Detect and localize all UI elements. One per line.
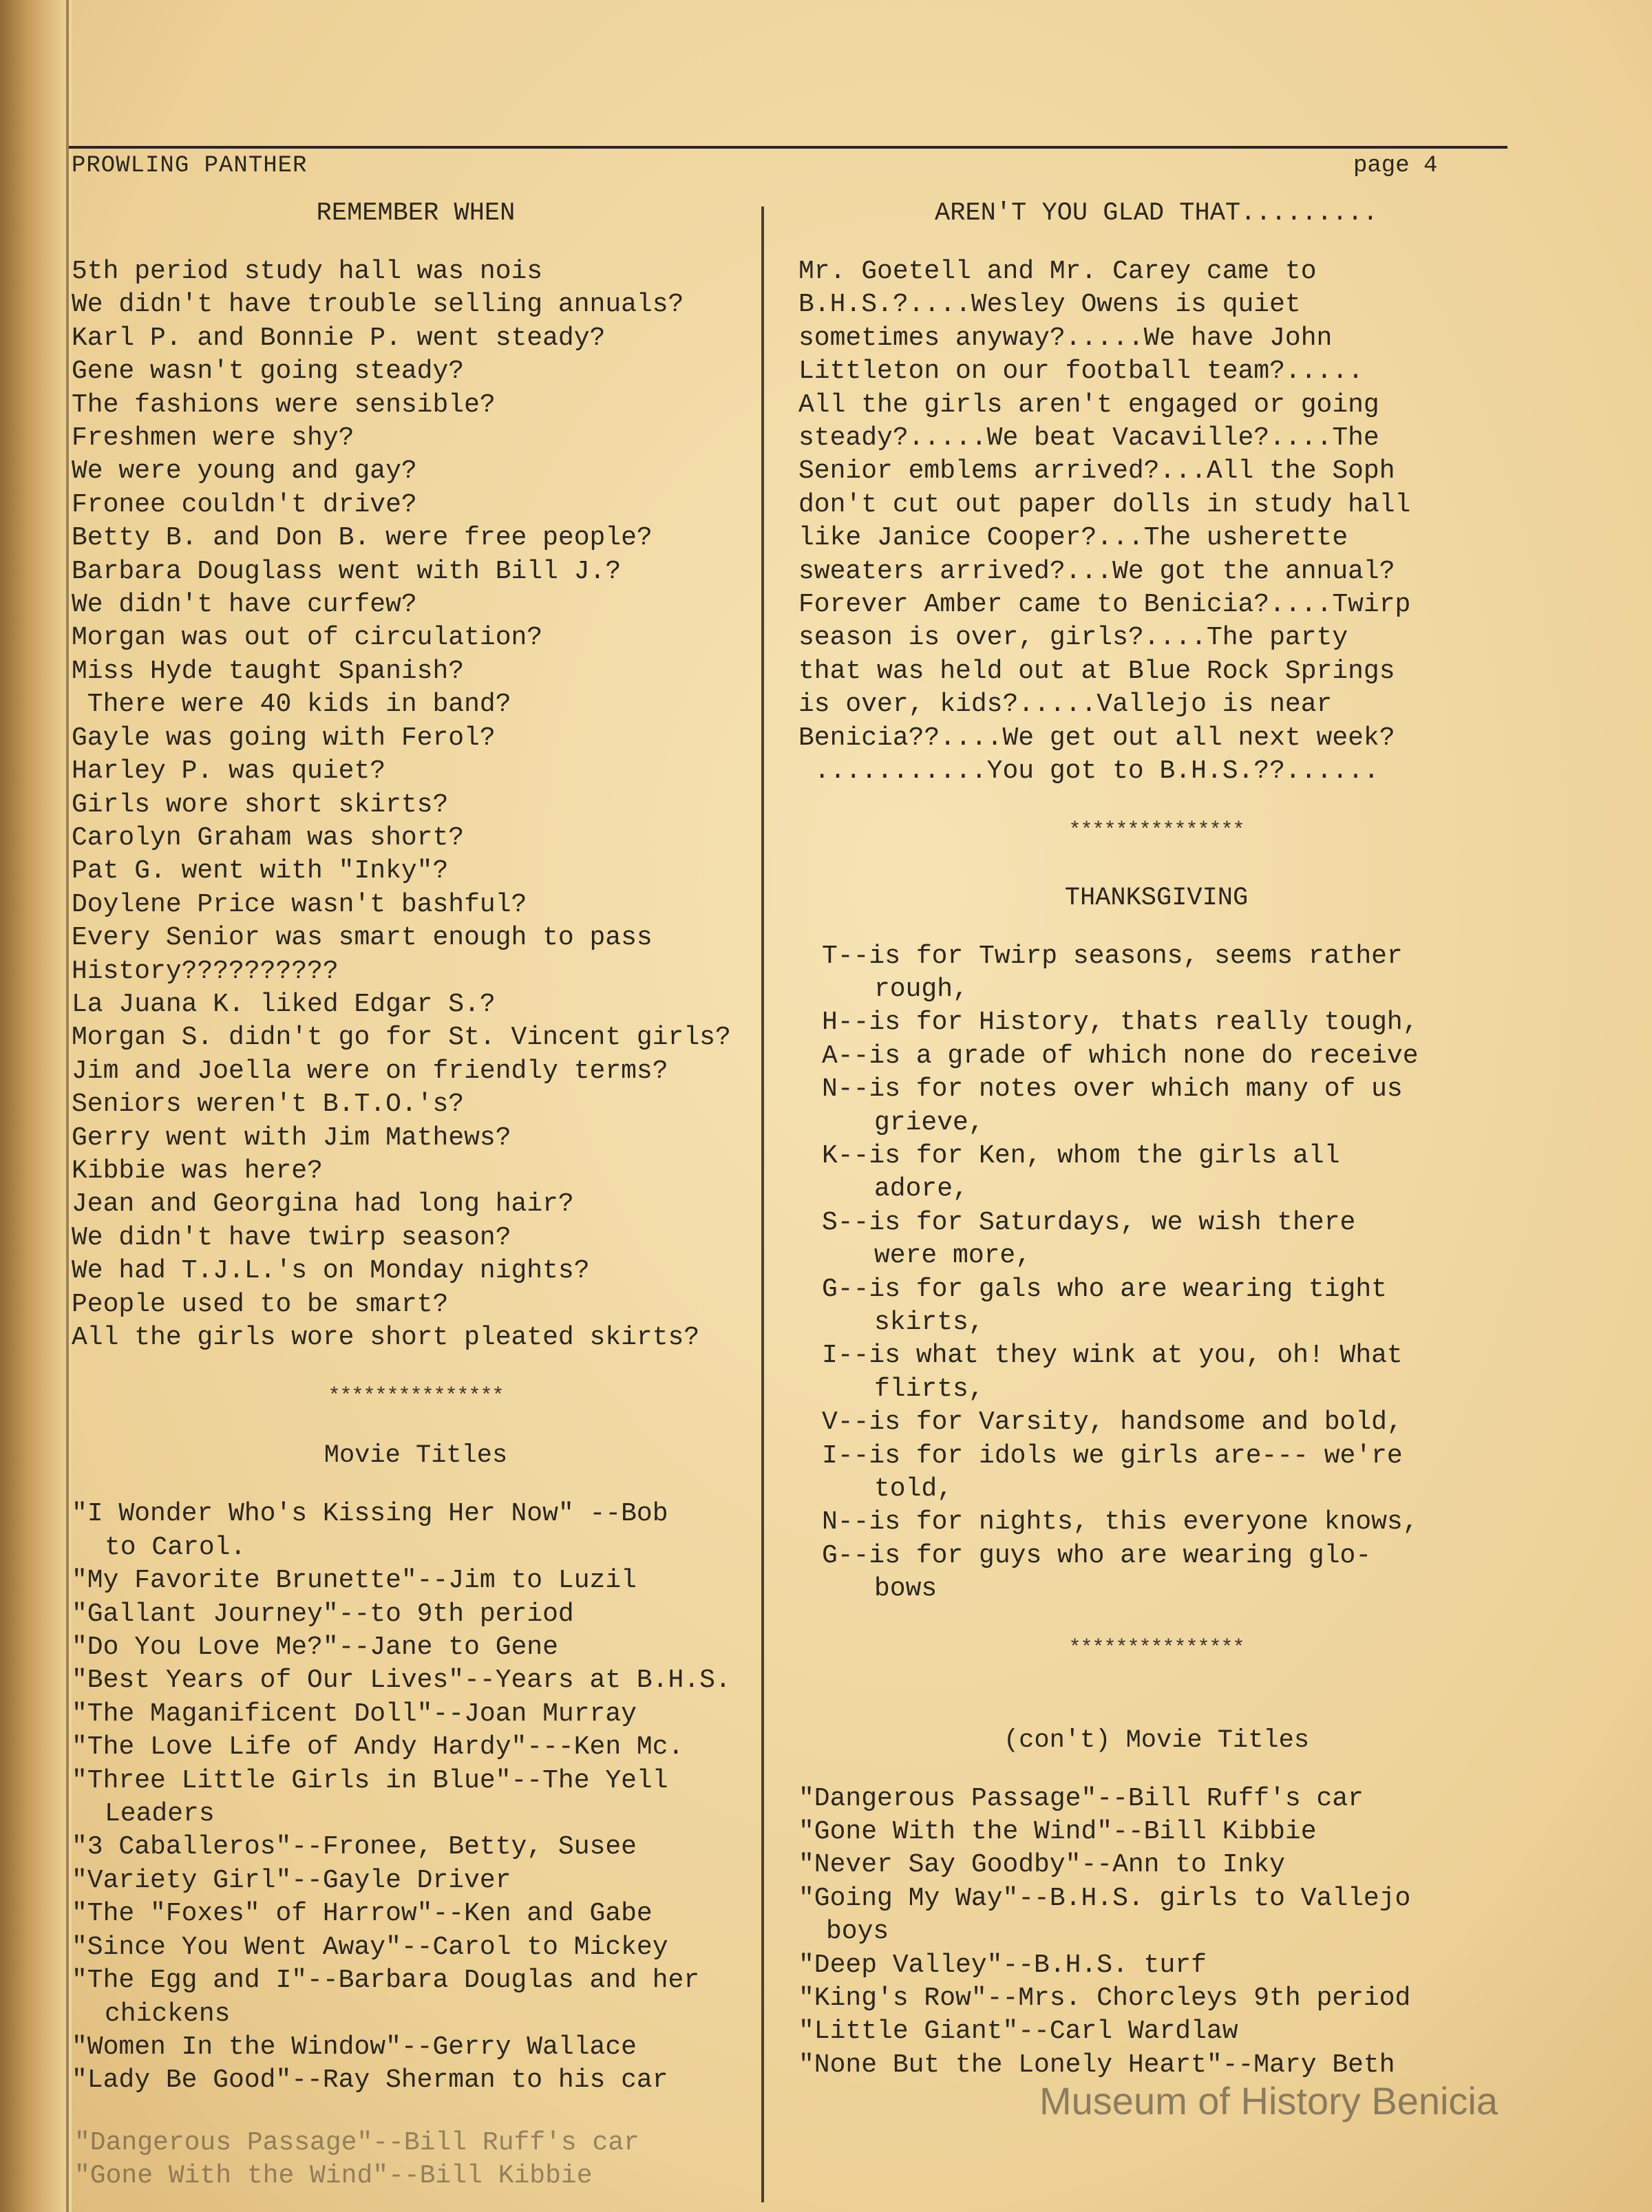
cont-movie-title-entry: "Deep Valley"--B.H.S. turf [798, 1950, 1207, 1980]
thanksgiving-continuation: adore, [874, 1174, 968, 1204]
header-rule [69, 146, 1507, 149]
glad-that-line: B.H.S.?....Wesley Owens is quiet [798, 290, 1301, 320]
movie-title-entry: "3 Caballeros"--Fronee, Betty, Susee [72, 1832, 637, 1862]
thanksgiving-line: G--is for gals who are wearing tight [822, 1274, 1387, 1304]
thanksgiving-continuation: were more, [874, 1241, 1032, 1271]
movie-title-entry: "Best Years of Our Lives"--Years at B.H.S. [72, 1666, 731, 1696]
movie-title-entry: "Gallant Journey"--to 9th period [72, 1599, 574, 1629]
remember-when-line: We didn't have curfew? [72, 590, 417, 620]
remember-when-line: Jean and Georgina had long hair? [72, 1189, 574, 1220]
cont-movie-title-entry: "None But the Lonely Heart"--Mary Beth [798, 2050, 1395, 2080]
remember-when-line: All the girls wore short pleated skirts? [72, 1323, 700, 1352]
glad-that-line: is over, kids?.....Vallejo is near [798, 690, 1333, 720]
remember-when-line: Miss Hyde taught Spanish? [72, 656, 465, 686]
thanksgiving-line: G--is for guys who are wearing glo- [822, 1540, 1372, 1571]
thanksgiving-line: N--is for notes over which many of us [822, 1074, 1403, 1105]
movie-title-entry: "Do You Love Me?"--Jane to Gene [72, 1633, 558, 1663]
movie-title-entry: "The Egg and I"--Barbara Douglas and her [72, 1966, 700, 1996]
thanksgiving-line: I--is for idols we girls are--- we're [822, 1440, 1403, 1471]
movie-title-entry: "Since You Went Away"--Carol to Mickey [72, 1932, 668, 1962]
remember-when-line: Harley P. was quiet? [72, 756, 386, 787]
remember-when-line: Every Senior was smart enough to pass [72, 923, 653, 953]
remember-when-line: Gene wasn't going steady? [72, 357, 465, 387]
glad-that-heading: AREN'T YOU GLAD THAT......... [935, 199, 1378, 228]
movie-title-entry: "Three Little Girls in Blue"--The Yell [72, 1765, 668, 1796]
glad-that-line: Senior emblems arrived?...All the Soph [798, 456, 1395, 487]
remember-when-line: 5th period study hall was nois [72, 257, 543, 286]
remember-when-line: The fashions were sensible? [72, 390, 496, 420]
cont-movie-title-continuation: boys [826, 1917, 889, 1947]
cont-movie-title-entry: "Gone With the Wind"--Bill Kibbie [798, 1817, 1317, 1847]
section-separator: *************** [1068, 818, 1245, 842]
remember-when-heading: REMEMBER WHEN [316, 199, 516, 228]
museum-watermark: Museum of History Benicia [1039, 2079, 1499, 2123]
remember-when-list [72, 255, 760, 1354]
cont-movie-titles-heading: (con't) Movie Titles [1003, 1725, 1310, 1755]
faded-bleedthrough [74, 2127, 756, 2193]
thanksgiving-acrostic [798, 940, 1514, 1606]
glad-that-text [798, 255, 1514, 789]
glad-that-line: don't cut out paper dolls in study hall [798, 489, 1411, 520]
movie-title-entry: "The Love Life of Andy Hardy"---Ken Mc. [72, 1732, 684, 1763]
remember-when-line: People used to be smart? [72, 1289, 449, 1319]
movie-title-entry: "My Favorite Brunette"--Jim to Luzil [72, 1566, 637, 1596]
thanksgiving-continuation: flirts, [874, 1374, 984, 1404]
faded-line: "Dangerous Passage"--Bill Ruff's car [74, 2128, 639, 2158]
remember-when-line: We were young and gay? [72, 456, 417, 487]
page-header [69, 146, 1507, 184]
remember-when-line: Jim and Joella were on friendly terms? [72, 1056, 668, 1086]
movie-title-continuation: chickens [105, 1999, 231, 2029]
remember-when-line: We didn't have twirp season? [72, 1222, 511, 1253]
movie-title-continuation: Leaders [105, 1799, 215, 1829]
glad-that-line: sweaters arrived?...We got the annual? [798, 556, 1395, 586]
section-separator: *************** [1068, 1636, 1245, 1660]
movie-title-entry: "The Maganificent Doll"--Joan Murray [72, 1699, 637, 1729]
thanksgiving-line: S--is for Saturdays, we wish there [822, 1207, 1356, 1237]
left-column [72, 196, 760, 2098]
glad-that-line: ...........You got to B.H.S.??...... [798, 756, 1379, 787]
glad-that-line: All the girls aren't engaged or going [798, 390, 1379, 420]
remember-when-line: There were 40 kids in band? [72, 690, 511, 720]
cont-movie-title-entry: "King's Row"--Mrs. Chorcleys 9th period [798, 1984, 1411, 2014]
binding-edge [66, 0, 69, 2212]
remember-when-line: Karl P. and Bonnie P. went steady? [72, 323, 606, 353]
movie-titles-heading: Movie Titles [324, 1441, 508, 1471]
remember-when-line: Gayle was going with Ferol? [72, 723, 496, 753]
glad-that-line: Littleton on our football team?..... [798, 357, 1364, 387]
remember-when-line: Girls wore short skirts? [72, 789, 449, 820]
movie-title-entry: "Variety Girl"--Gayle Driver [72, 1865, 511, 1895]
remember-when-line: Gerry went with Jim Mathews? [72, 1123, 511, 1153]
thanksgiving-continuation: grieve, [874, 1107, 984, 1138]
remember-when-line: La Juana K. liked Edgar S.? [72, 989, 496, 1019]
thanksgiving-continuation: bows [874, 1574, 938, 1604]
cont-movie-titles-list [798, 1783, 1514, 2083]
glad-that-line: steady?.....We beat Vacaville?....The [798, 423, 1379, 454]
remember-when-line: Carolyn Graham was short? [72, 822, 465, 853]
page-binding-shadow [0, 0, 72, 2212]
movie-title-continuation: to Carol. [105, 1532, 246, 1562]
remember-when-line: Barbara Douglass went with Bill J.? [72, 556, 622, 586]
remember-when-line: Morgan S. didn't go for St. Vincent girls? [72, 1023, 731, 1053]
thanksgiving-heading: THANKSGIVING [1064, 883, 1249, 913]
movie-title-entry: "Women In the Window"--Gerry Wallace [72, 2032, 637, 2062]
thanksgiving-line: V--is for Varsity, handsome and bold, [822, 1407, 1403, 1438]
thanksgiving-line: A--is a grade of which none do receive [822, 1041, 1419, 1071]
section-separator: *************** [328, 1385, 504, 1409]
glad-that-line: that was held out at Blue Rock Springs [798, 656, 1395, 686]
thanksgiving-line: T--is for Twirp seasons, seems rather [822, 941, 1403, 971]
thanksgiving-continuation: skirts, [874, 1307, 984, 1337]
glad-that-line: Benicia??....We get out all next week? [798, 723, 1395, 753]
page-number: page 4 [1353, 153, 1438, 179]
remember-when-line: We had T.J.L.'s on Monday nights? [72, 1256, 590, 1286]
faded-line: "Gone With the Wind"--Bill Kibbie [74, 2161, 593, 2191]
remember-when-line: Doylene Price wasn't bashful? [72, 889, 527, 919]
thanksgiving-line: I--is what they wink at you, oh! What [822, 1341, 1403, 1371]
movie-title-entry: "I Wonder Who's Kissing Her Now" --Bob [72, 1499, 668, 1529]
movie-title-entry: "The "Foxes" of Harrow"--Ken and Gabe [72, 1899, 653, 1929]
remember-when-line: We didn't have trouble selling annuals? [72, 290, 684, 320]
movie-titles-list [72, 1498, 760, 2097]
glad-that-line: season is over, girls?....The party [798, 623, 1348, 653]
glad-that-line: Forever Amber came to Benicia?....Twirp [798, 590, 1411, 620]
movie-title-entry: "Lady Be Good"--Ray Sherman to his car [72, 2065, 668, 2096]
cont-movie-title-entry: "Dangerous Passage"--Bill Ruff's car [798, 1783, 1364, 1814]
remember-when-line: Betty B. and Don B. were free people? [72, 523, 653, 553]
remember-when-line: Kibbie was here? [72, 1156, 323, 1186]
thanksgiving-continuation: rough, [874, 974, 968, 1004]
thanksgiving-continuation: told, [874, 1474, 953, 1504]
remember-when-line: History?????????? [72, 956, 339, 986]
remember-when-line: Freshmen were shy? [72, 423, 354, 454]
cont-movie-title-entry: "Never Say Goodby"--Ann to Inky [798, 1850, 1285, 1880]
column-divider [761, 206, 764, 2202]
glad-that-line: sometimes anyway?.....We have John [798, 323, 1333, 353]
thanksgiving-line: H--is for History, thats really tough, [822, 1008, 1419, 1038]
cont-movie-title-entry: "Little Giant"--Carl Wardlaw [798, 2017, 1238, 2047]
newspaper-name: PROWLING PANTHER [72, 153, 308, 179]
thanksgiving-line: N--is for nights, this everyone knows, [822, 1507, 1419, 1538]
glad-that-line: like Janice Cooper?...The usherette [798, 523, 1348, 553]
glad-that-line: Mr. Goetell and Mr. Carey came to [798, 257, 1317, 286]
remember-when-line: Seniors weren't B.T.O.'s? [72, 1089, 465, 1120]
remember-when-line: Morgan was out of circulation? [72, 623, 543, 653]
right-column [798, 196, 1514, 2082]
cont-movie-title-entry: "Going My Way"--B.H.S. girls to Vallejo [798, 1883, 1411, 1913]
remember-when-line: Pat G. went with "Inky"? [72, 856, 449, 886]
thanksgiving-line: K--is for Ken, whom the girls all [822, 1140, 1340, 1171]
remember-when-line: Fronee couldn't drive? [72, 489, 417, 520]
